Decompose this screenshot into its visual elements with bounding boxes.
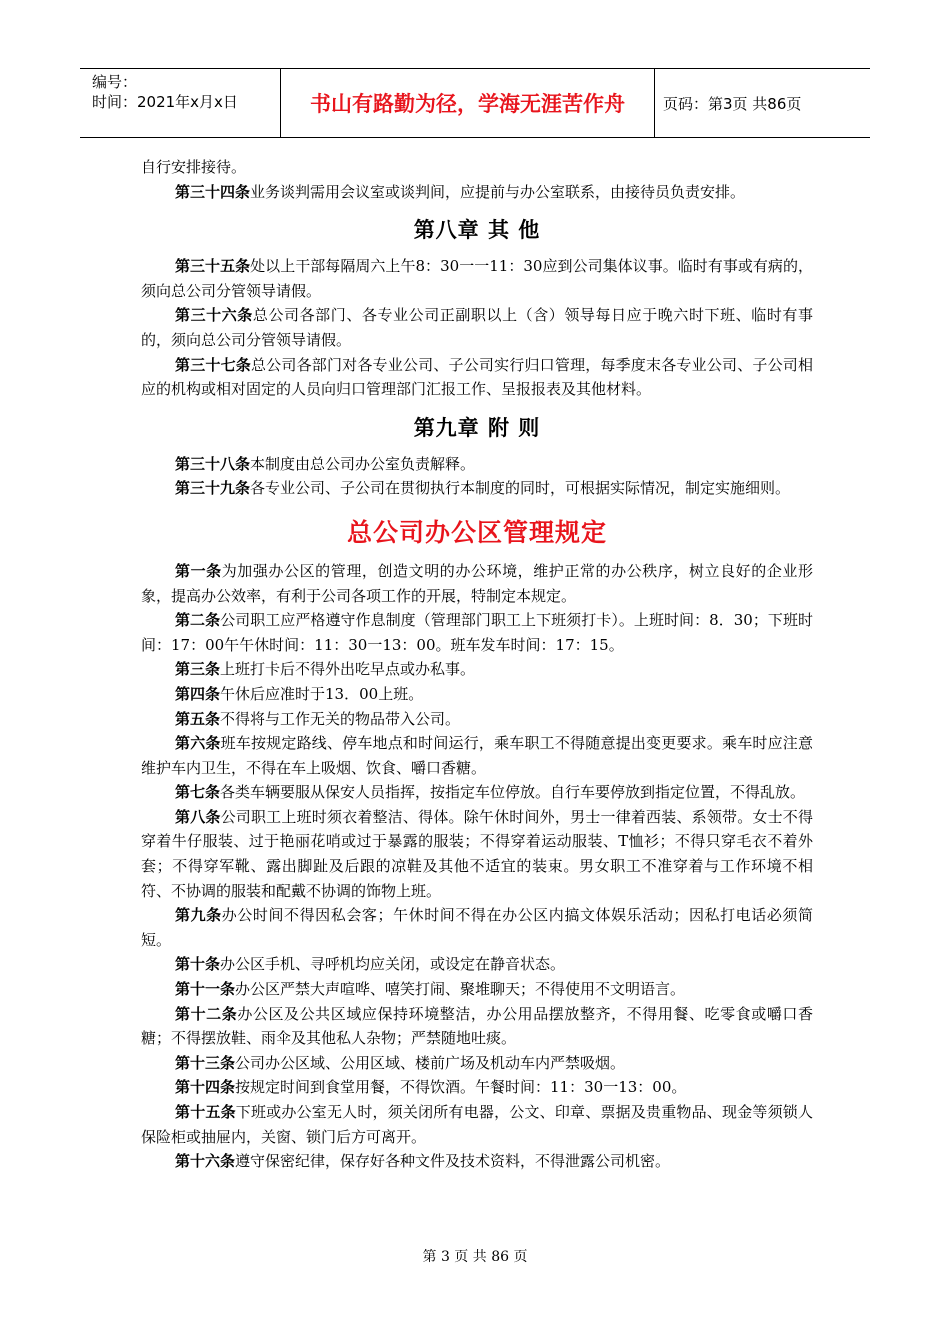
article-35: 第三十五条处以上干部每隔周六上午8：30一一11：30应到公司集体议事。临时有事或有病的，须向总公司分管领导请假。 (141, 257, 813, 300)
rule-8: 第八条公司职工上班时须衣着整洁、得体。除午休时间外，男士一律着西装、系领带。女士不得穿着牛仔服装、过于艳丽花哨或过于暴露的服装；不得穿着运动服装、T恤衫；不得只穿毛衣不着外套；不得穿军靴、露出脚趾及后跟的凉鞋及其他不适宜的装束。男女职工不准穿着与工作环境不相符、不协调的服装和配戴不协调的饰物上班。 (141, 807, 813, 900)
rule-6: 第六条班车按规定路线、停车地点和时间运行，乘车职工不得随意提出变更要求。乘车时应注意维护车内卫生，不得在车上吸烟、饮食、嚼口香糖。 (141, 734, 813, 777)
rule-9: 第九条办公时间不得因私会客；午休时间不得在办公区内搞文体娱乐活动；因私打电话必须简短。 (141, 906, 813, 949)
article-37: 第三十七条总公司各部门对各专业公司、子公司实行归口管理，每季度末各专业公司、子公司相应的机构或相对固定的人员向归口管理部门汇报工作、呈报报表及其他材料。 (141, 355, 813, 399)
rule-16: 第十六条遵守保密纪律，保存好各种文件及技术资料，不得泄露公司机密。 (175, 1152, 671, 1171)
article-39: 第三十九条各专业公司、子公司在贯彻执行本制度的同时，可根据实际情况，制定实施细则。 (175, 479, 791, 498)
rule-7: 第七条各类车辆要服从保安人员指挥，按指定车位停放。自行车要停放到指定位置，不得乱放。 (175, 783, 806, 802)
rule-4: 第四条午休后应准时于13．00上班。 (175, 684, 424, 703)
document-body (141, 155, 813, 1174)
rule-12: 第十二条办公区及公共区域应保持环境整洁，办公用品摆放整齐，不得用餐、吃零食或嚼口香糖；不得摆放鞋、雨伞及其他私人杂物；严禁随地吐痰。 (141, 1004, 813, 1048)
rule-3: 第三条上班打卡后不得外出吃早点或办私事。 (175, 660, 476, 679)
chapter-9-heading: 第九章 附 则 (413, 415, 541, 440)
page-footer: 第 3 页 共 86 页 (422, 1249, 528, 1265)
article-38: 第三十八条本制度由总公司办公室负责解释。 (175, 454, 476, 473)
rule-14: 第十四条按规定时间到食堂用餐，不得饮酒。午餐时间：11：30一13：00。 (175, 1078, 687, 1097)
rule-1: 第一条为加强办公区的管理，创造文明的办公环境，维护正常的办公秩序，树立良好的企业形象，提高办公效率，有利于公司各项工作的开展，特制定本规定。 (141, 561, 813, 605)
article-34: 第三十四条业务谈判需用会议室或谈判间，应提前与办公室联系，由接待员负责安排。 (175, 182, 746, 201)
rule-11: 第十一条办公区严禁大声喧哗、嘻笑打闹、聚堆聊天；不得使用不文明语言。 (175, 980, 686, 999)
article-36: 第三十六条总公司各部门、各专业公司正副职以上（含）领导每日应于晚六时下班、临时有事的，须向总公司分管领导请假。 (141, 306, 813, 349)
page-header (80, 68, 870, 138)
header-motto: 书山有路勤为径，学海无涯苦作舟 (281, 69, 655, 137)
rule-15: 第十五条下班或办公室无人时，须关闭所有电器，公文、印章、票据及贵重物品、现金等须锁人保险柜或抽屉内，关窗、锁门后方可离开。 (141, 1103, 813, 1146)
header-info (80, 69, 281, 137)
paragraph: 自行安排接待。 (141, 158, 247, 176)
section-title: 总公司办公区管理规定 (346, 517, 607, 547)
date-label: 时间：2021年x月x日 (92, 93, 238, 111)
rule-5: 第五条不得将与工作无关的物品带入公司。 (175, 709, 461, 728)
header-page-label: 页码：第3页 共86页 (663, 94, 802, 113)
chapter-8-heading: 第八章 其 他 (413, 218, 541, 243)
rule-10: 第十条办公区手机、寻呼机均应关闭，或设定在静音状态。 (175, 955, 566, 974)
rule-2: 第二条公司职工应严格遵守作息制度（管理部门职工上下班须打卡）。上班时间：8．30；下班时间：17：00午午休时间：11：30一13：00。班车发车时间：17：15。 (141, 611, 813, 654)
rule-13: 第十三条公司办公区域、公用区域、楼前广场及机动车内严禁吸烟。 (175, 1053, 626, 1072)
code-label: 编号： (92, 73, 138, 91)
